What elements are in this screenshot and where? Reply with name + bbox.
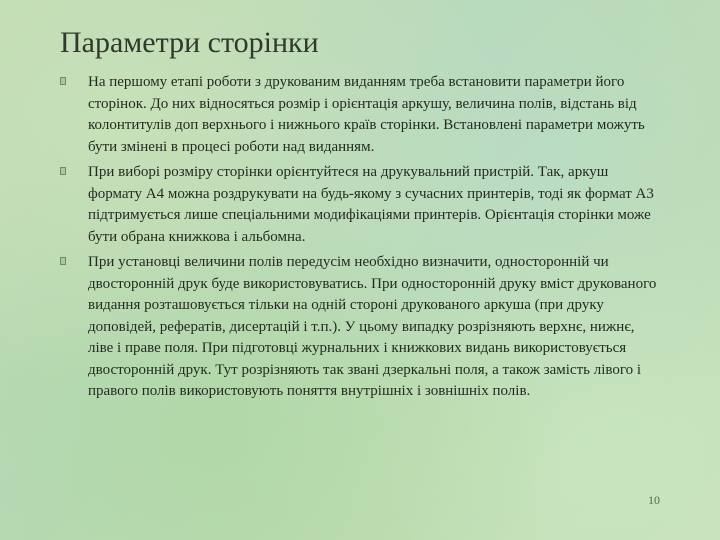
bullet-item bbox=[60, 252, 660, 403]
bullet-text: При установці величини полів передусім необхідно визначити, односторонній чи двосторонній друк буде використовуватись. При односторонній друку вміст друкованого видання розташовується тільки на одній стороні друкованого аркуша (при друку доповідей, рефератів, дисертацій і т.п.). У цьому випадку розрізняють верхнє, нижнє, ліве і праве поля. При підготовці журнальних і книжкових видань використовується двосторонній друк. Тут розрізняють так звані дзеркальні поля, а також замість лівого і правого полів використовують поняття внутрішніх і зовнішніх полів. bbox=[88, 254, 657, 399]
bullet-text: На першому етапі роботи з друкованим виданням треба встановити параметри його сторінок. До них відносяться розмір і орієнтація аркушу, величина полів, відстань від колонтитулів доп верхнього і нижнього країв сторінки. Встановлені параметри можуть бути змінені в процесі роботи над виданням. bbox=[88, 74, 645, 155]
square-bullet-icon bbox=[60, 167, 66, 175]
square-bullet-icon bbox=[60, 77, 66, 85]
bullet-item bbox=[60, 72, 660, 158]
slide-title: Параметри сторінки bbox=[60, 26, 319, 59]
square-bullet-icon bbox=[60, 257, 66, 265]
bullet-item bbox=[60, 162, 660, 248]
bullet-list bbox=[60, 72, 660, 407]
bullet-text: При виборі розміру сторінки орієнтуйтеся на друкувальний пристрій. Так, аркуш формату А4 можна роздрукувати на будь-якому з сучасних принтерів, тоді як формат А3 підтримується лише спеціальними модифікаціями принтерів. Орієнтація сторінки може бути обрана книжкова і альбомна. bbox=[88, 164, 654, 245]
page-number: 10 bbox=[648, 493, 660, 507]
